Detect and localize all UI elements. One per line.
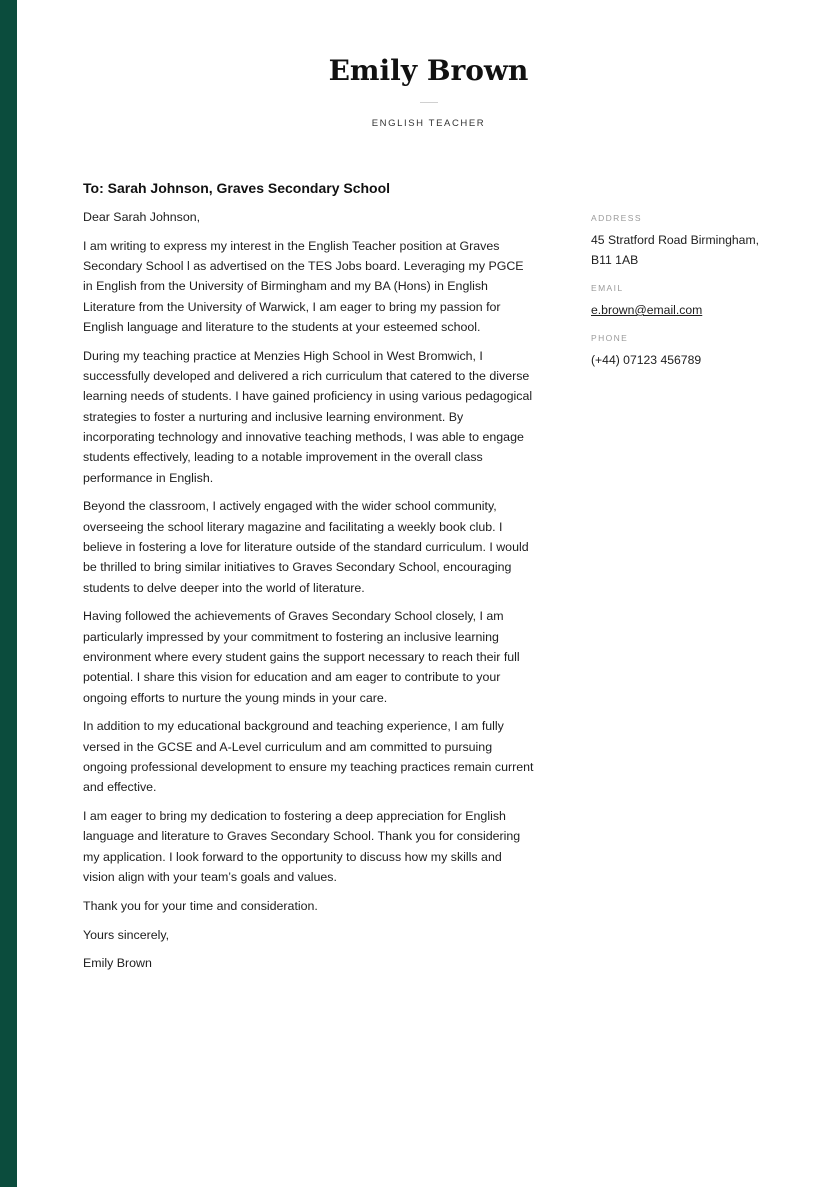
accent-side-bar — [0, 0, 17, 1187]
letter-body — [83, 178, 535, 982]
body-paragraph: Beyond the classroom, I actively engaged with the wider school community, overseeing the school literary magazine and facilitating a weekly book club. I believe in fostering a love for literature outside of the standard curriculum. I would be thrilled to bring similar initiatives to Graves Secondary School, encouraging students to delve deeper into the world of literature. — [83, 499, 529, 595]
job-title: ENGLISH TEACHER — [371, 118, 486, 129]
salutation: Dear Sarah Johnson, — [83, 210, 201, 224]
email-label: EMAIL — [591, 283, 624, 293]
letter-header — [17, 52, 840, 129]
header-divider — [420, 102, 438, 103]
signature-name: Emily Brown — [83, 956, 152, 971]
sign-off: Yours sincerely, — [83, 927, 170, 942]
applicant-name: Emily Brown — [328, 54, 529, 87]
email-link[interactable]: e.brown@email.com — [591, 303, 703, 317]
closing-thanks: Thank you for your time and consideration. — [83, 898, 318, 913]
body-paragraph: In addition to my educational background and teaching experience, I am fully versed in the GCSE and A-Level curriculum and am committed to pursuing ongoing professional development to ensure my teaching practices remain current and effective. — [83, 719, 534, 795]
contact-sidebar — [591, 212, 781, 382]
body-paragraph: Having followed the achievements of Graves Secondary School closely, I am particularly impressed by your commitment to fostering an inclusive learning environment where every student gains the support necessary to reach their full potential. I share this vision for education and am eager to contribute to your ongoing efforts to nurture the young minds in your care. — [83, 609, 520, 705]
address-value: 45 Stratford Road Birmingham, B11 1AB — [591, 233, 759, 267]
address-label: ADDRESS — [591, 213, 642, 223]
body-paragraph: I am writing to express my interest in the English Teacher position at Graves Secondary School l as advertised on the TES Jobs board. Leveraging my PGCE in English from the University of Birmingham and my BA (Hons) in English Literature from the University of Warwick, I am eager to bring my passion for English language and literature to the students at your esteemed school. — [83, 238, 524, 334]
body-paragraph: I am eager to bring my dedication to fostering a deep appreciation for English language and literature to Graves Secondary School. Thank you for considering my application. I look forward to the opportunity to discuss how my skills and vision align with your team’s goals and values. — [83, 809, 521, 884]
body-paragraph: During my teaching practice at Menzies High School in West Bromwich, I successfully developed and delivered a rich curriculum that catered to the diverse learning needs of students. I have gained proficiency in using various pedagogical strategies to foster a nurturing and inclusive learning environment. By incorporating technology and innovative teaching methods, I was able to engage students effectively, leading to a notable improvement in the overall class performance in English. — [83, 348, 533, 485]
phone-value: (+44) 07123 456789 — [591, 353, 702, 367]
phone-label: PHONE — [591, 333, 629, 343]
recipient-line: To: Sarah Johnson, Graves Secondary School — [83, 180, 391, 196]
